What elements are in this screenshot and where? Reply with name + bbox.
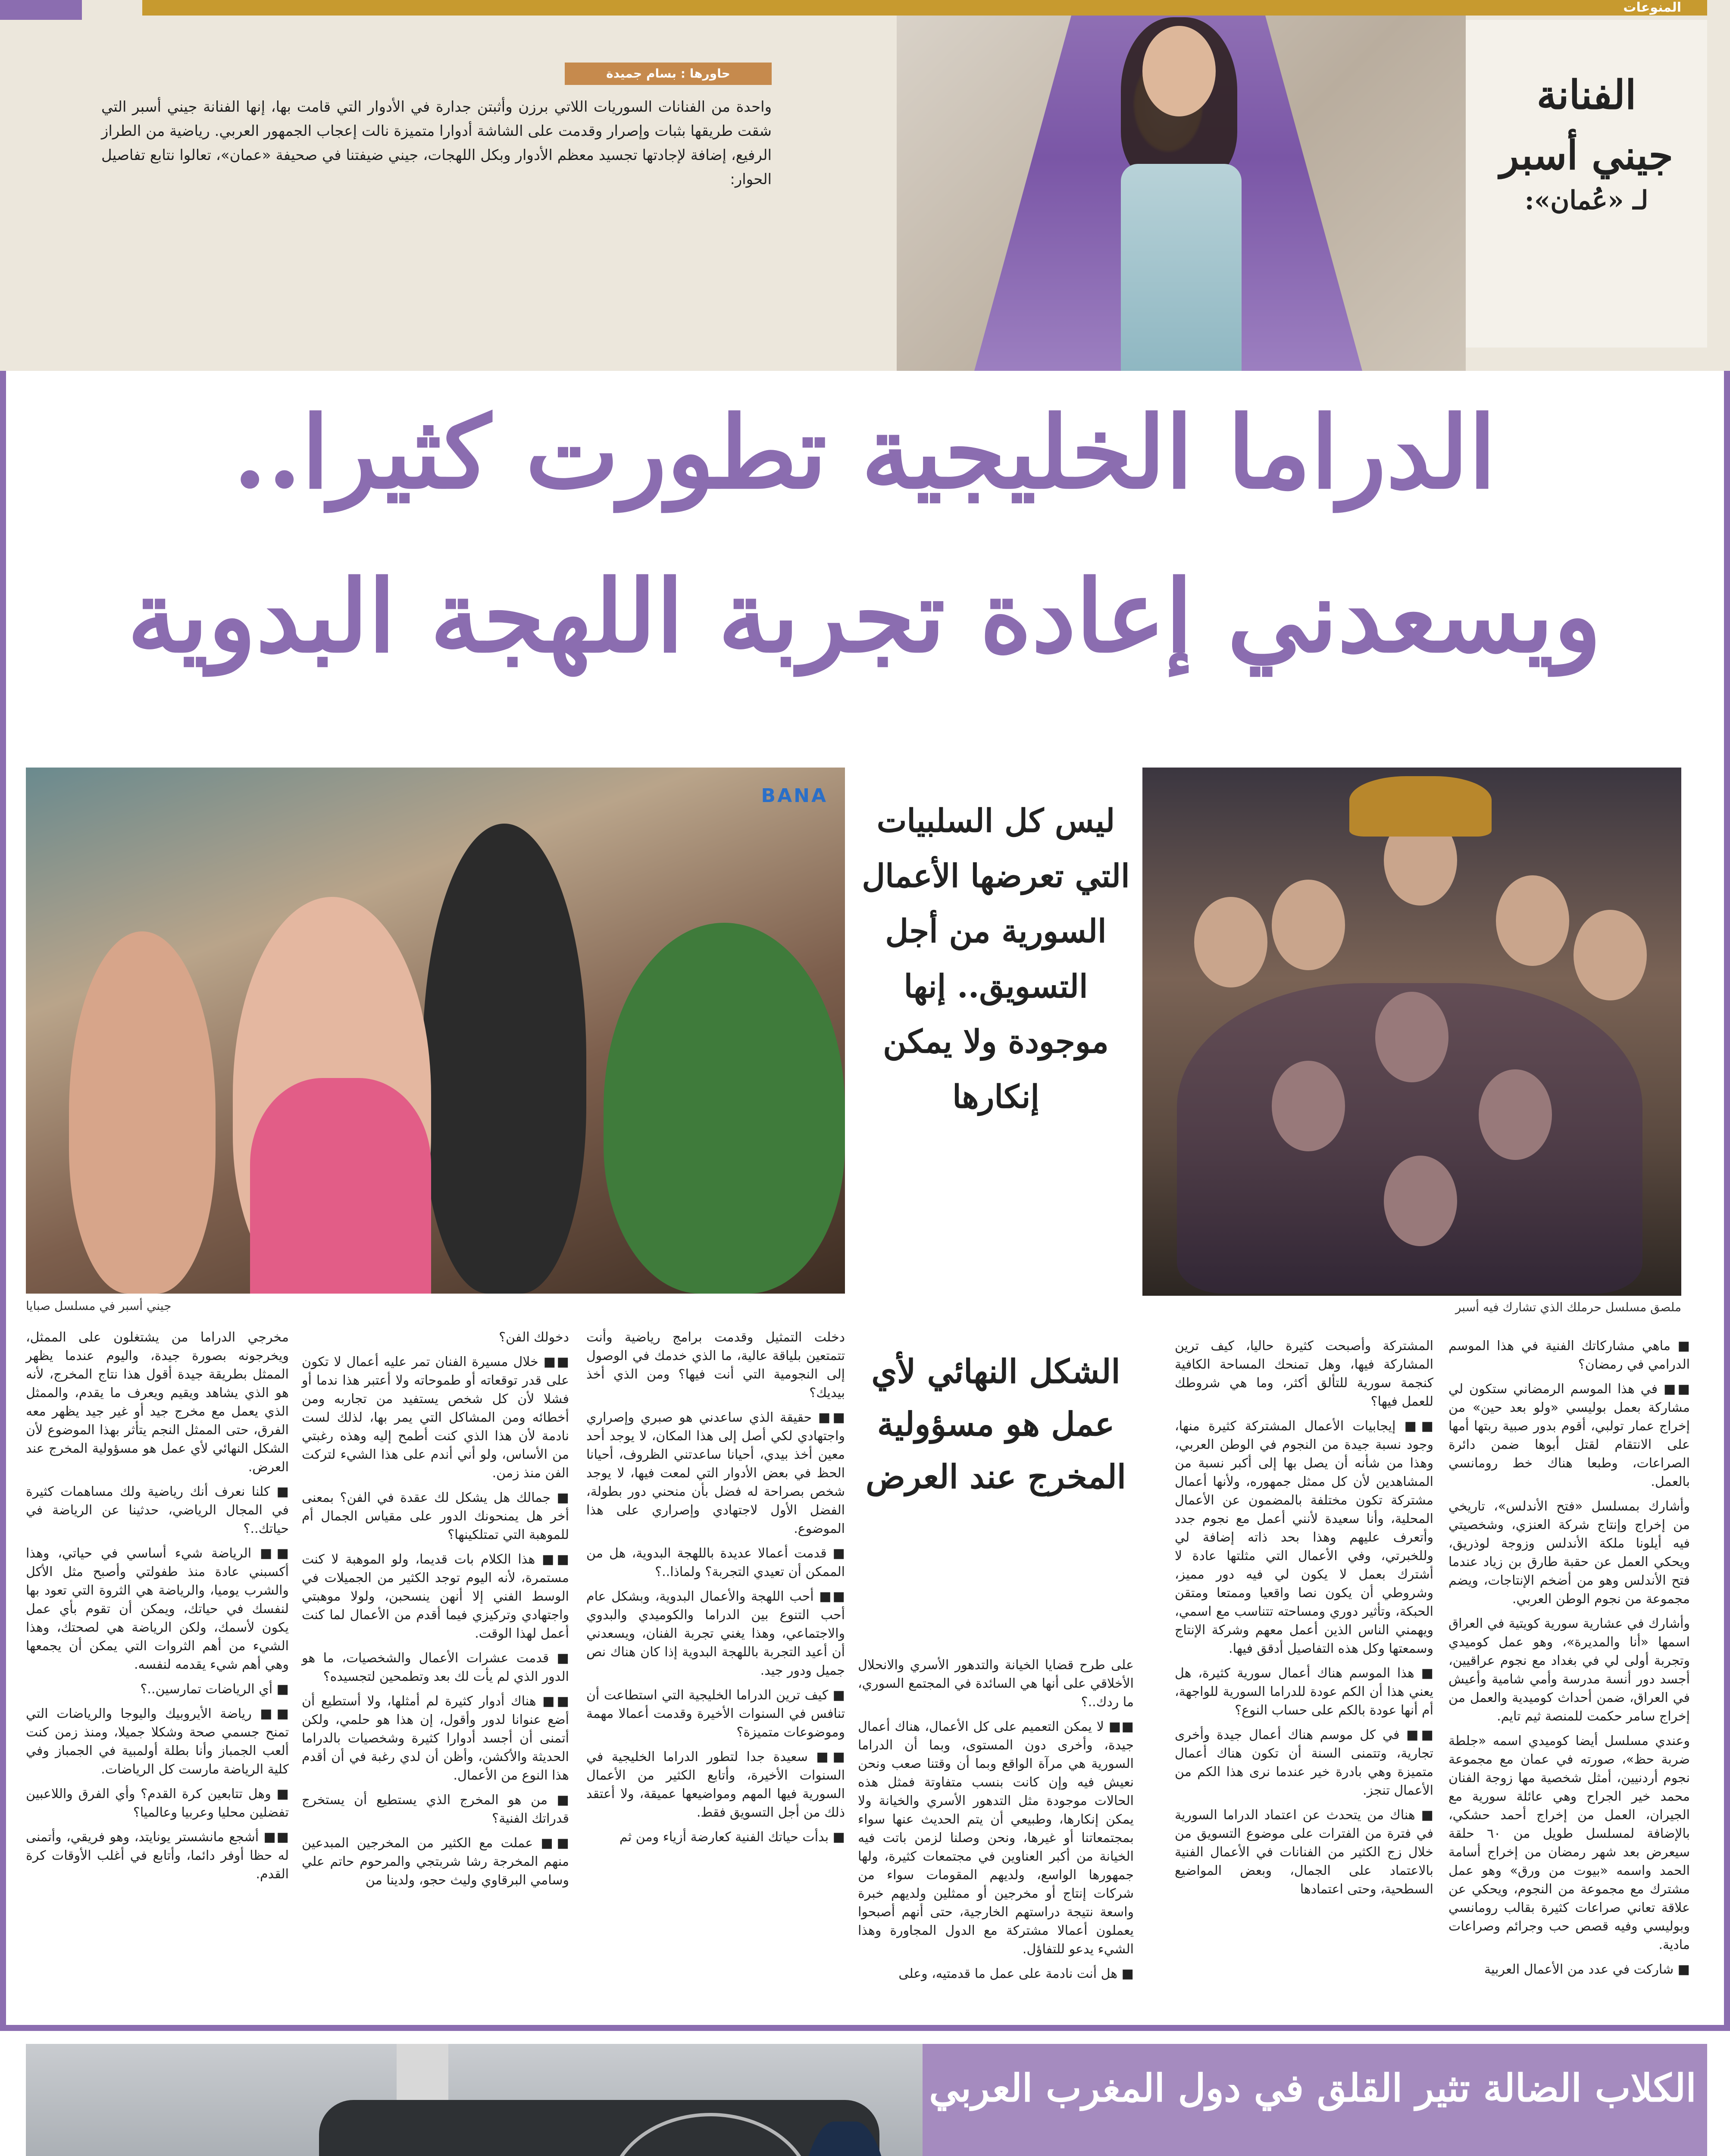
photo-sabaya-series bbox=[26, 768, 845, 1294]
hero-dress bbox=[1121, 164, 1242, 371]
paragraph: ■■ سعيدة جدا لتطور الدراما الخليجية في السنوات الأخيرة، وأتابع الكثير من الأعمال السورية فيها المهم ومواضيعها عميقة، ولا أعتقد ذلك من أجل التسويق فقط. bbox=[586, 1749, 845, 1820]
article-column-4 bbox=[586, 1328, 845, 1852]
paragraph: ■■ عملت مع الكثير من المخرجين المبدعين منهم المخرجة رشا شربتجي والمرحوم حاتم علي وسامي البرقاوي وليث حجو، ولدينا من bbox=[302, 1836, 569, 1888]
paragraph: ■ بدأت حياتك الفنية كعارضة أزياء ومن ثم bbox=[619, 1830, 845, 1845]
article-column-3 bbox=[858, 1656, 1134, 1989]
photo-car bbox=[319, 2100, 879, 2156]
interviewee-name: جيني أسبر bbox=[1499, 132, 1674, 179]
interviewee-label bbox=[1474, 65, 1699, 185]
paragraph: ■ شاركت في عدد من الأعمال العربية bbox=[1484, 1962, 1690, 1977]
pull-quote-2: الشكل النهائي لأي عمل هو مسؤولية المخرج عند العرض bbox=[865, 1352, 1126, 1496]
photo-caption-left: جيني أسبر في مسلسل صبايا bbox=[26, 1299, 172, 1313]
poster-face bbox=[1194, 897, 1267, 987]
paragraph: مخرجي الدراما من يشتغلون على الممثل، ويخرجونه بصورة جيدة، واليوم عندما يظهر الممثل بطريقة جيدة أقول هذا نتاج المخرج، لأنه هو الذي يشاهد ويقيم ويعرف ما يقدم، والممثل الذي يعمل مع مخرج جيد أو غير جيد يظهر معه الفرق، حتى الممثل النجم يتأثر بهذا الموضوع لأن الشكل النهائي لأي عمل هو مسؤولية المخرج عند العرض. bbox=[26, 1330, 289, 1475]
paragraph: ■ هذا الموسم هناك أعمال سورية كثيرة، هل يعني هذا أن الكم عودة للدراما السورية للواجهة، أم أنها عودة بالكم على حساب النوع؟ bbox=[1175, 1666, 1433, 1718]
article-column-5 bbox=[302, 1328, 569, 1896]
section-bar bbox=[142, 0, 1707, 16]
paragraph: ■■ خلال مسيرة الفنان تمر عليه أعمال لا تكون على قدر توقعاته أو طموحاته ولا أعتبر هذا ندما أو فشلا لأن كل شخص يستفيد من تجاربه ومن أخطائه ومن المشاكل التي يمر بها، لذلك لست نادمة لأن هذا الذي كنت أطمح إليه وهذه رغبتي من الأساس، ولو أني أندم على هذا الشيء لتركت الفن منذ زمن. bbox=[302, 1354, 569, 1481]
article-column-1 bbox=[1448, 1337, 1690, 1985]
paragraph: ■ جمالك هل يشكل لك عقدة في الفن؟ بمعنى أخر هل يمنحونك الدور على مقياس الجمال أم للموهبة التي تمتلكينها؟ bbox=[302, 1490, 569, 1542]
photo-person bbox=[69, 931, 216, 1294]
poster-face bbox=[1496, 875, 1569, 966]
paragraph: المشتركة وأصبحت كثيرة حاليا، كيف ترين المشاركة فيها، وهل تمنحك المساحة الكافية كنجمة سورية للتألق أكثر، وما هي شروطك للعمل فيها؟ bbox=[1175, 1338, 1433, 1409]
photo-person bbox=[604, 923, 845, 1294]
paragraph: ■ من هو المخرج الذي يستطيع أن يستخرج قدراتك الفنية؟ bbox=[302, 1792, 569, 1826]
photo-person-top bbox=[250, 1078, 431, 1294]
paragraph: ■ أي الرياضات تمارسين..؟ bbox=[140, 1682, 289, 1697]
poster-face bbox=[1272, 880, 1345, 970]
paragraph: ■ قدمت عشرات الأعمال والشخصيات، ما هو الدور الذي لم يأت لك بعد وتطمحين لتجسيده؟ bbox=[302, 1651, 569, 1684]
paragraph: وأشارك بمسلسل «فتح الأندلس»، تاريخي من إخراج وإنتاج شركة العنزي، وشخصيتي فيه أيلونا ملكة الأندلس وزوجة لوذريق، ويحكي العمل عن حقبة طارق بن زياد عندما فتح الأندلس وهو من أضخم الإنتاجات، ويضم مجموعة من نجوم الوطن العربي. bbox=[1448, 1499, 1690, 1607]
paragraph: ■ كلنا نعرف أنك رياضية ولك مساهمات كثيرة في المجال الرياضي، حدثينا عن الرياضة في حياتك..؟ bbox=[26, 1484, 289, 1536]
pull-quote-1: ليس كل السلبيات التي تعرضها الأعمال السورية من أجل التسويق.. إنها موجودة ولا يمكن إنكارها bbox=[862, 802, 1130, 1116]
paragraph: ■ هل أنت نادمة على عمل ما قدمتيه، وعلى bbox=[898, 1966, 1134, 1981]
paragraph: ■■ هذا الكلام بات قديما، ولو الموهبة لا كنت مستمرة، لأنه اليوم توجد الكثير من الجميلات في الوسط الفني إلا أنهن ينسحبن، ولولا موهبتي واجتهادي وتركيزي فيما أقدم من الأعمال لما كنت أعمل لهذا الوقت. bbox=[302, 1552, 569, 1641]
article-column-6 bbox=[26, 1328, 289, 1890]
byline: حاورها : بسام جميدة bbox=[565, 63, 772, 85]
paragraph: دخلت التمثيل وقدمت برامج رياضية وأنت تتمتعين بلياقة عالية، ما الذي خدمك في الوصول إلى النجومية التي أنت فيها؟ ومن الذي أخذ بيديك؟ bbox=[586, 1330, 845, 1401]
paragraph: ■■ أشجع مانشستر يونايتد، وهو فريقي، وأتمنى له حظا أوفر دائما، وأتابع في أغلب الأوقات كرة القدم. bbox=[26, 1830, 289, 1882]
paragraph: ■■ حقيقة الذي ساعدني هو صبري وإصراري واجتهادي لكي أصل إلى هذا المكان، لا يوجد أحد معين أخذ بيدي، أحيانا ساعدتني الظروف، أحيانا الحظ في بعض الأدوار التي لمعت فيها، لا يوجد شخص بصراحة له فضل بأن منحني دور بطولة، الفضل الأول لاجتهادي وإصراري على هذا الموضوع. bbox=[586, 1410, 845, 1536]
section-label: المنوعات bbox=[1623, 0, 1681, 15]
article-column-2 bbox=[1175, 1337, 1433, 1905]
poster-turban bbox=[1349, 776, 1492, 837]
poster-costumes bbox=[1177, 983, 1642, 1294]
paragraph: ■ كيف ترين الدراما الخليجية التي استطاعت أن تنافس في السنوات الأخيرة وقدمت أعمالا مهمة وموضوعات متميزة؟ bbox=[586, 1688, 845, 1740]
paragraph: وأشارك في عشارية سورية كويتية في العراق اسمها «أنا والمديرة»، وهو عمل كوميدي وتجربة أولى لي في بغداد مع نجوم عراقيين، أجسد دور أنسة مدرسة وأمي شامية وأعيش في العراق، ضمن أحداث كوميدية والعمل من إخراج سامر حكمت للمنصة ثيم تايم. bbox=[1448, 1616, 1690, 1724]
page-corner-mark bbox=[0, 0, 82, 20]
hero-face bbox=[1142, 26, 1216, 116]
paragraph: ■ هناك من يتحدث عن اعتماد الدراما السورية في فترة من الفترات على موضوع التسويق من خلال زج الكثير من الفنانات في الأعمال الفنية بالاعتماد على الجمال، وبعض المواضيع السطحية، وحتى اعتمادها bbox=[1175, 1808, 1433, 1897]
paragraph: دخولك الفن؟ bbox=[499, 1330, 569, 1345]
paragraph: على طرح قضايا الخيانة والتدهور الأسري والانحلال الأخلاقي على أنها هي السائدة في المجتمع السوري، ما ردك..؟ bbox=[858, 1658, 1134, 1710]
paragraph: ■■ هناك أدوار كثيرة لم أمثلها، ولا أستطيع أن أضع عنوانا لدور وأقول، إن هذا هو حلمي، ولكن أتمنى أن أجسد أدوارا كثيرة وشخصيات بالدراما الحديثة والأكشن، وأظن أن لدي رغبة في أن أقدم هذا النوع من الأعمال. bbox=[302, 1694, 569, 1783]
paragraph: ■ ماهي مشاركاتك الفنية في هذا الموسم الدرامي في رمضان؟ bbox=[1448, 1338, 1690, 1372]
poster-face bbox=[1574, 910, 1647, 1000]
photo-harmalik-poster bbox=[1142, 768, 1681, 1296]
stray-dogs-photo bbox=[26, 2044, 923, 2156]
bottom-headline: الكلاب الضالة تثير القلق في دول المغرب العربي bbox=[929, 2065, 1696, 2110]
interviewee-title: الفنانة bbox=[1536, 72, 1636, 118]
paragraph: ■■ رياضة الأيروبيك واليوجا والرياضات التي تمنح جسمي صحة وشكلا جميلا، ومنذ زمن كنت ألعب الجمباز وأنا بطلة أولمبية في الجمباز وفي كلية الرياضة مارست كل الرياضات. bbox=[26, 1706, 289, 1777]
paragraph: وعندي مسلسل أيضا كوميدي اسمه «جلطة ضربة حظ»، صورته في عمان مع مجموعة نجوم أردنيين، أمثل شخصية مها زوجة الفنان محمد خير الجراح وهي عائلة سورية مع الجيران، العمل من إخراج أحمد حشكي، بالإضافة لمسلسل طويل من ٦٠ حلقة سيعرض بعد شهر رمضان من إخراج أسامة الحمد واسمه «بيوت من ورق» وهو عمل مشترك مع مجموعة من النجوم، ويحكي عن علاقة تعاني صراعات كثيرة بقالب رومانسي وبوليسي وفيه قصص حب وجرائم وصراعات مادية. bbox=[1448, 1733, 1690, 1952]
tv-logo: BANA bbox=[761, 785, 828, 807]
intro-paragraph: واحدة من الفنانات السوريات اللاتي برزن وأثبتن جدارة في الأدوار التي قامت بها، إنها الفنانة جيني أسبر التي شقت طريقها بثبات وإصرار وقدمت على الشاشة أدوارا متميزة نالت إعجاب الجمهور العربي. رياضية من الطراز الرفيع، إضافة لإجادتها تجسيد معظم الأدوار وبكل اللهجات، جيني ضيفتنا في صحيفة «عمان»، تعالوا نتابع تفاصيل الحوار: bbox=[101, 98, 772, 188]
paragraph: ■■ لا يمكن التعميم على كل الأعمال، هناك أعمال جيدة، وأخرى دون المستوى، وبما أن الدراما السورية هي مرآة الواقع وبما أن وقتنا صعب ونحن نعيش فيه وإن كانت بنسب متفاوتة فمثل هذه الحالات موجودة مثل التدهور الأسري والخيانة ولا يمكن إنكارها، وطبيعي أن يتم الحديث عنها سواء بمجتمعاتنا أو غيرها، ونحن وصلنا لزمن باتت فيه الخيانة من أكبر العناوين في مجتمعات كثيرة، ولها جمهورها الواسع، ولديهم المقومات سواء من شركات إنتاج أو مخرجين أو ممثلين ولديهم خبرة واسعة نتيجة دراستهم الخارجية، حتى أنهم أصبحوا يعملون أعمالا مشتركة مع الدول المجاورة وهذا الشيء يدعو للتفاؤل. bbox=[858, 1719, 1134, 1957]
paragraph: ■ قدمت أعمالا عديدة باللهجة البدوية، هل من الممكن أن تعيدي التجربة؟ ولماذا..؟ bbox=[586, 1546, 845, 1579]
paragraph: ■■ في هذا الموسم الرمضاني ستكون لي مشاركة بعمل بوليسي «ولو بعد حين» من إخراج عمار تولبي، أقوم بدور صبية ربتها أمها على الانتقام لقتل أبوها ضمن دائرة الصراعات، وطبعا هناك خط رومانسي بالعمل. bbox=[1448, 1382, 1690, 1489]
photo-caption-right: ملصق مسلسل حرملك الذي تشارك فيه أسبر bbox=[1455, 1300, 1681, 1314]
paragraph: ■■ الرياضة شيء أساسي في حياتي، وهذا أكسبني عادة منذ طفولتي وأصبح مثل الأكل والشرب يوميا، والرياضة هي الثروة التي تعود بها لنفسك في حياتك، ويمكن أن تقوم بأي عمل يكون لأسمك، ولكن الرياضة هي لصحتك، وهذا الشيء من أهم الثروات التي يمكن أن يجمعها وهي أهم شيء يقدمه لنفسه. bbox=[26, 1546, 289, 1672]
headline-line-2: ويسعدني إعادة تجربة اللهجة البدوية bbox=[127, 558, 1602, 675]
headline-line-1: الدراما الخليجية تطورت كثيرا.. bbox=[232, 395, 1496, 511]
photo-person bbox=[422, 824, 586, 1294]
interviewee-to-paper: لـ «عُمان»: bbox=[1524, 185, 1649, 216]
paragraph: ■ وهل تتابعين كرة القدم؟ وأي الفرق واللاعبين تفضلين محليا وعربيا وعالميا؟ bbox=[26, 1786, 289, 1820]
paragraph: ■■ في كل موسم هناك أعمال جيدة وأخرى تجارية، وتتمنى السنة أن تكون هناك أعمال متميزة وهي بادرة خير عندما نرى هذا الكم من الأعمال تنجز. bbox=[1175, 1727, 1433, 1798]
paragraph: ■■ إيجابيات الأعمال المشتركة كثيرة منها، وجود نسبة جيدة من النجوم في الوطن العربي، وهذا من شأنه أن يصل بها إلى أكبر نسبة من المشاهدين لأن كل ممثل جمهوره، ولأنها أعمال مشتركة تكون مختلفة بالمضمون عن الأعمال المحلية، وأنا سعيدة لأنني أعمل مع نجوم جدد وأتعرف عليهم وهذا بحد ذاته إضافة لي وللخبرتي، وفي الأعمال التي مثلتها عادة لا أشترك بعمل لا يكون لي فيه دور مميز، وشروطي أن يكون نصا واقعيا وممتعا ومتقن الحبكة، وتأثير دوري ومساحته تتناسب مع اسمي، ويهمني الناس الذين أعمل معهم وشركة الإنتاج وسمعتها وكل هذه التفاصيل أدقق فيها. bbox=[1175, 1419, 1433, 1656]
paragraph: ■■ أحب اللهجة والأعمال البدوية، وبشكل عام أحب التنوع بين الدراما والكوميدي والبدوي والاجتماعي، وهذا يغني تجربة الفنان، ويسعدني أن أعيد التجربة باللهجة البدوية إذا كان هناك نص جميل ودور جيد. bbox=[586, 1589, 845, 1678]
